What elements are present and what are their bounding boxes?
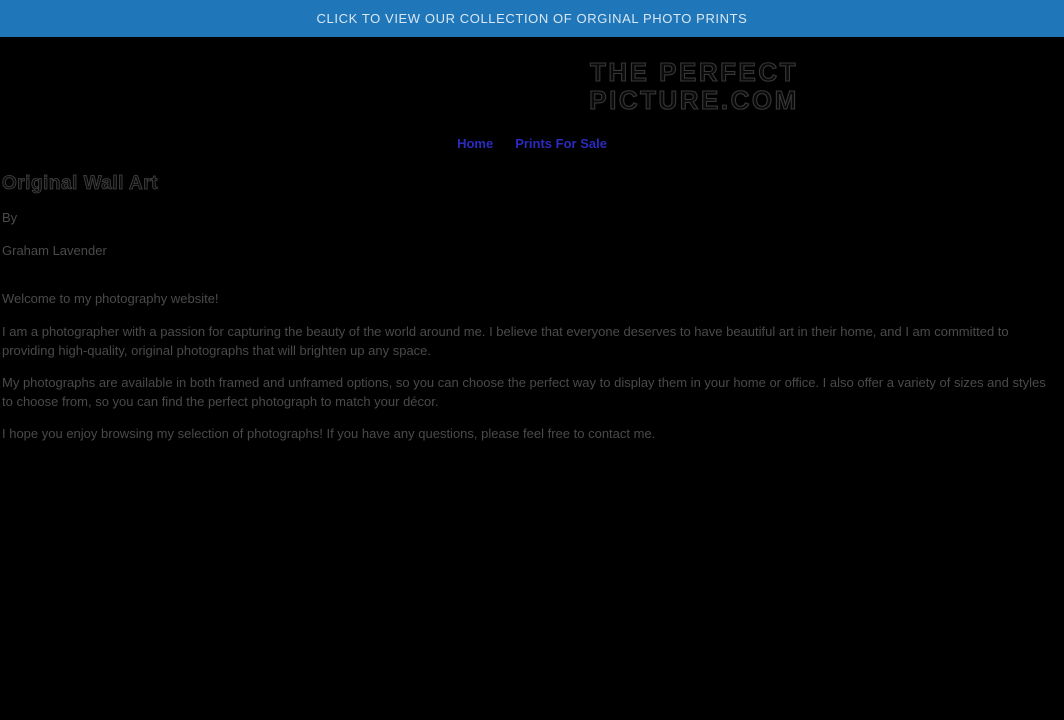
- promo-banner-link[interactable]: [0, 0, 1064, 37]
- site-logo: [0, 37, 1064, 114]
- site-logo-line-1: THE PERFECT: [589, 57, 799, 87]
- body-paragraph: My photographs are available in both framed and unframed options, so you can choose the perfect way to display them in your home or office. I also offer a variety of sizes and styles to choose from, so you can find the perfect photograph to match your décor.: [2, 375, 1046, 409]
- author-name: Graham Lavender: [2, 243, 107, 258]
- intro-text: Welcome to my photography website!: [2, 291, 219, 306]
- body-paragraph: I hope you enjoy browsing my selection of photographs! If you have any questions, please feel free to contact me.: [2, 426, 656, 441]
- page-title: Original Wall Art: [2, 173, 158, 194]
- nav-link-prints-for-sale[interactable]: Prints For Sale: [515, 136, 607, 151]
- article: [0, 172, 1064, 443]
- byline-label: By: [2, 210, 18, 225]
- promo-banner-text: CLICK TO VIEW OUR COLLECTION OF ORGINAL PHOTO PRINTS: [316, 11, 748, 26]
- main-nav: [0, 136, 1064, 151]
- nav-link-home[interactable]: Home: [457, 136, 494, 151]
- body-paragraph: I am a photographer with a passion for capturing the beauty of the world around me. I believe that everyone deserves to have beautiful art in their home, and I am committed to providing high-quality, original photographs that will brighten up any space.: [2, 324, 1009, 358]
- site-logo-line-2: PICTURE.COM: [589, 85, 799, 115]
